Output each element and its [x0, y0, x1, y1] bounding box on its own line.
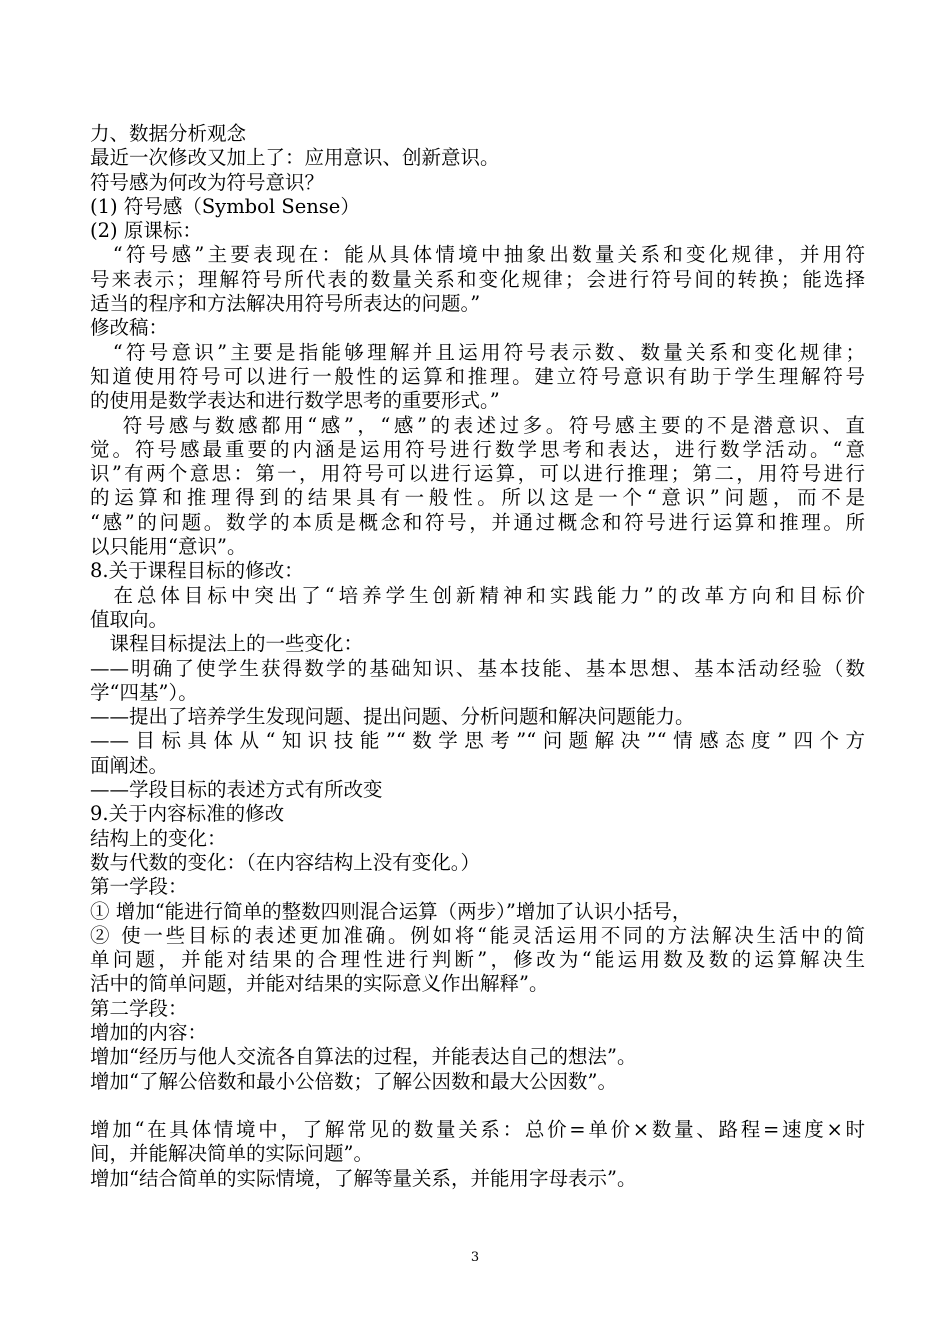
- section-heading: 8.关于课程目标的修改：: [90, 559, 304, 583]
- text-line: 活中的简单问题，并能对结果的实际意义作出解释”。: [90, 972, 549, 996]
- text-line: 单问题，并能对结果的合理性进行判断”，修改为“能运用数及数的运算解决生: [90, 948, 865, 972]
- text-line: 号来表示；理解符号所代表的数量关系和变化规律；会进行符号间的转换；能选择: [90, 267, 865, 291]
- blank-line: [90, 1094, 865, 1118]
- text-line: ——明确了使学生获得数学的基础知识、基本技能、基本思想、基本活动经验（数: [90, 656, 865, 680]
- text-line: 数与代数的变化：（在内容结构上没有变化。）: [90, 850, 481, 874]
- text-line: 增加的内容：: [90, 1020, 208, 1044]
- text-line: 符号感为何改为符号意识？: [90, 170, 325, 194]
- text-line: (1) 符号感（Symbol Sense）: [90, 194, 360, 218]
- text-line: 的运算和推理得到的结果具有一般性。所以这是一个“意识”问题，而不是: [90, 486, 865, 510]
- text-line: 结构上的变化：: [90, 826, 227, 850]
- text-line: ——提出了培养学生发现问题、提出问题、分析问题和解决问题能力。: [90, 705, 695, 729]
- page-number: 3: [470, 1250, 480, 1265]
- text-line: 的使用是数学表达和进行数学思考的重要形式。”: [90, 389, 500, 413]
- document-body: [90, 122, 865, 1191]
- text-line: 增加“结合简单的实际情境，了解等量关系，并能用字母表示”。: [90, 1166, 637, 1190]
- section-heading: 9.关于内容标准的修改: [90, 802, 285, 826]
- text-line: 课程目标提法上的一些变化：: [90, 632, 364, 656]
- text-line: 符号感与数感都用“感”，“感”的表述过多。符号感主要的不是潜意识、直: [90, 413, 865, 437]
- text-line: 适当的程序和方法解决用符号所表达的问题。”: [90, 292, 481, 316]
- text-line: 学“四基”）。: [90, 680, 198, 704]
- text-line: (2) 原课标：: [90, 219, 202, 243]
- text-line: 以只能用“意识”。: [90, 535, 247, 559]
- text-line: ① 增加“能进行简单的整数四则混合运算（两步）”增加了认识小括号，: [90, 899, 692, 923]
- text-line: 第二学段：: [90, 996, 188, 1020]
- text-line: 力、数据分析观念: [90, 122, 247, 145]
- text-line: ——目标具体从“知识技能”“数学思考”“问题解决”“情感态度”四个方: [90, 729, 865, 753]
- text-line: ——学段目标的表述方式有所改变: [90, 778, 383, 802]
- text-line: ② 使一些目标的表述更加准确。例如将“能灵活运用不同的方法解决生活中的简: [90, 923, 865, 947]
- text-line: 面阐述。: [90, 753, 169, 777]
- text-line: 觉。符号感最重要的内涵是运用符号进行数学思考和表达，进行数学活动。“意: [90, 437, 865, 461]
- text-line: 识”有两个意思：第一，用符号可以进行运算，可以进行推理；第二，用符号进行: [90, 462, 865, 486]
- text-line: 最近一次修改又加上了：应用意识、创新意识。: [90, 146, 500, 170]
- text-line: 值取向。: [90, 607, 169, 631]
- text-line: “符号意识”主要是指能够理解并且运用符号表示数、数量关系和变化规律；: [90, 340, 865, 364]
- text-line: “感”的问题。数学的本质是概念和符号，并通过概念和符号进行运算和推理。所: [90, 510, 865, 534]
- text-line: 第一学段：: [90, 875, 188, 899]
- text-line: 修改稿：: [90, 316, 169, 340]
- text-line: “符号感”主要表现在：能从具体情境中抽象出数量关系和变化规律，并用符: [90, 243, 865, 267]
- text-line: 增加“经历与他人交流各自算法的过程，并能表达自己的想法”。: [90, 1045, 637, 1069]
- text-line: 间，并能解决简单的实际问题”。: [90, 1142, 373, 1166]
- text-line: 增加“在具体情境中，了解常见的数量关系：总价=单价×数量、路程=速度×时: [90, 1118, 865, 1142]
- text-line: 知道使用符号可以进行一般性的运算和推理。建立符号意识有助于学生理解符号: [90, 364, 865, 388]
- text-line: 增加“了解公倍数和最小公倍数；了解公因数和最大公因数”。: [90, 1069, 617, 1093]
- text-line: 在总体目标中突出了“培养学生创新精神和实践能力”的改革方向和目标价: [90, 583, 865, 607]
